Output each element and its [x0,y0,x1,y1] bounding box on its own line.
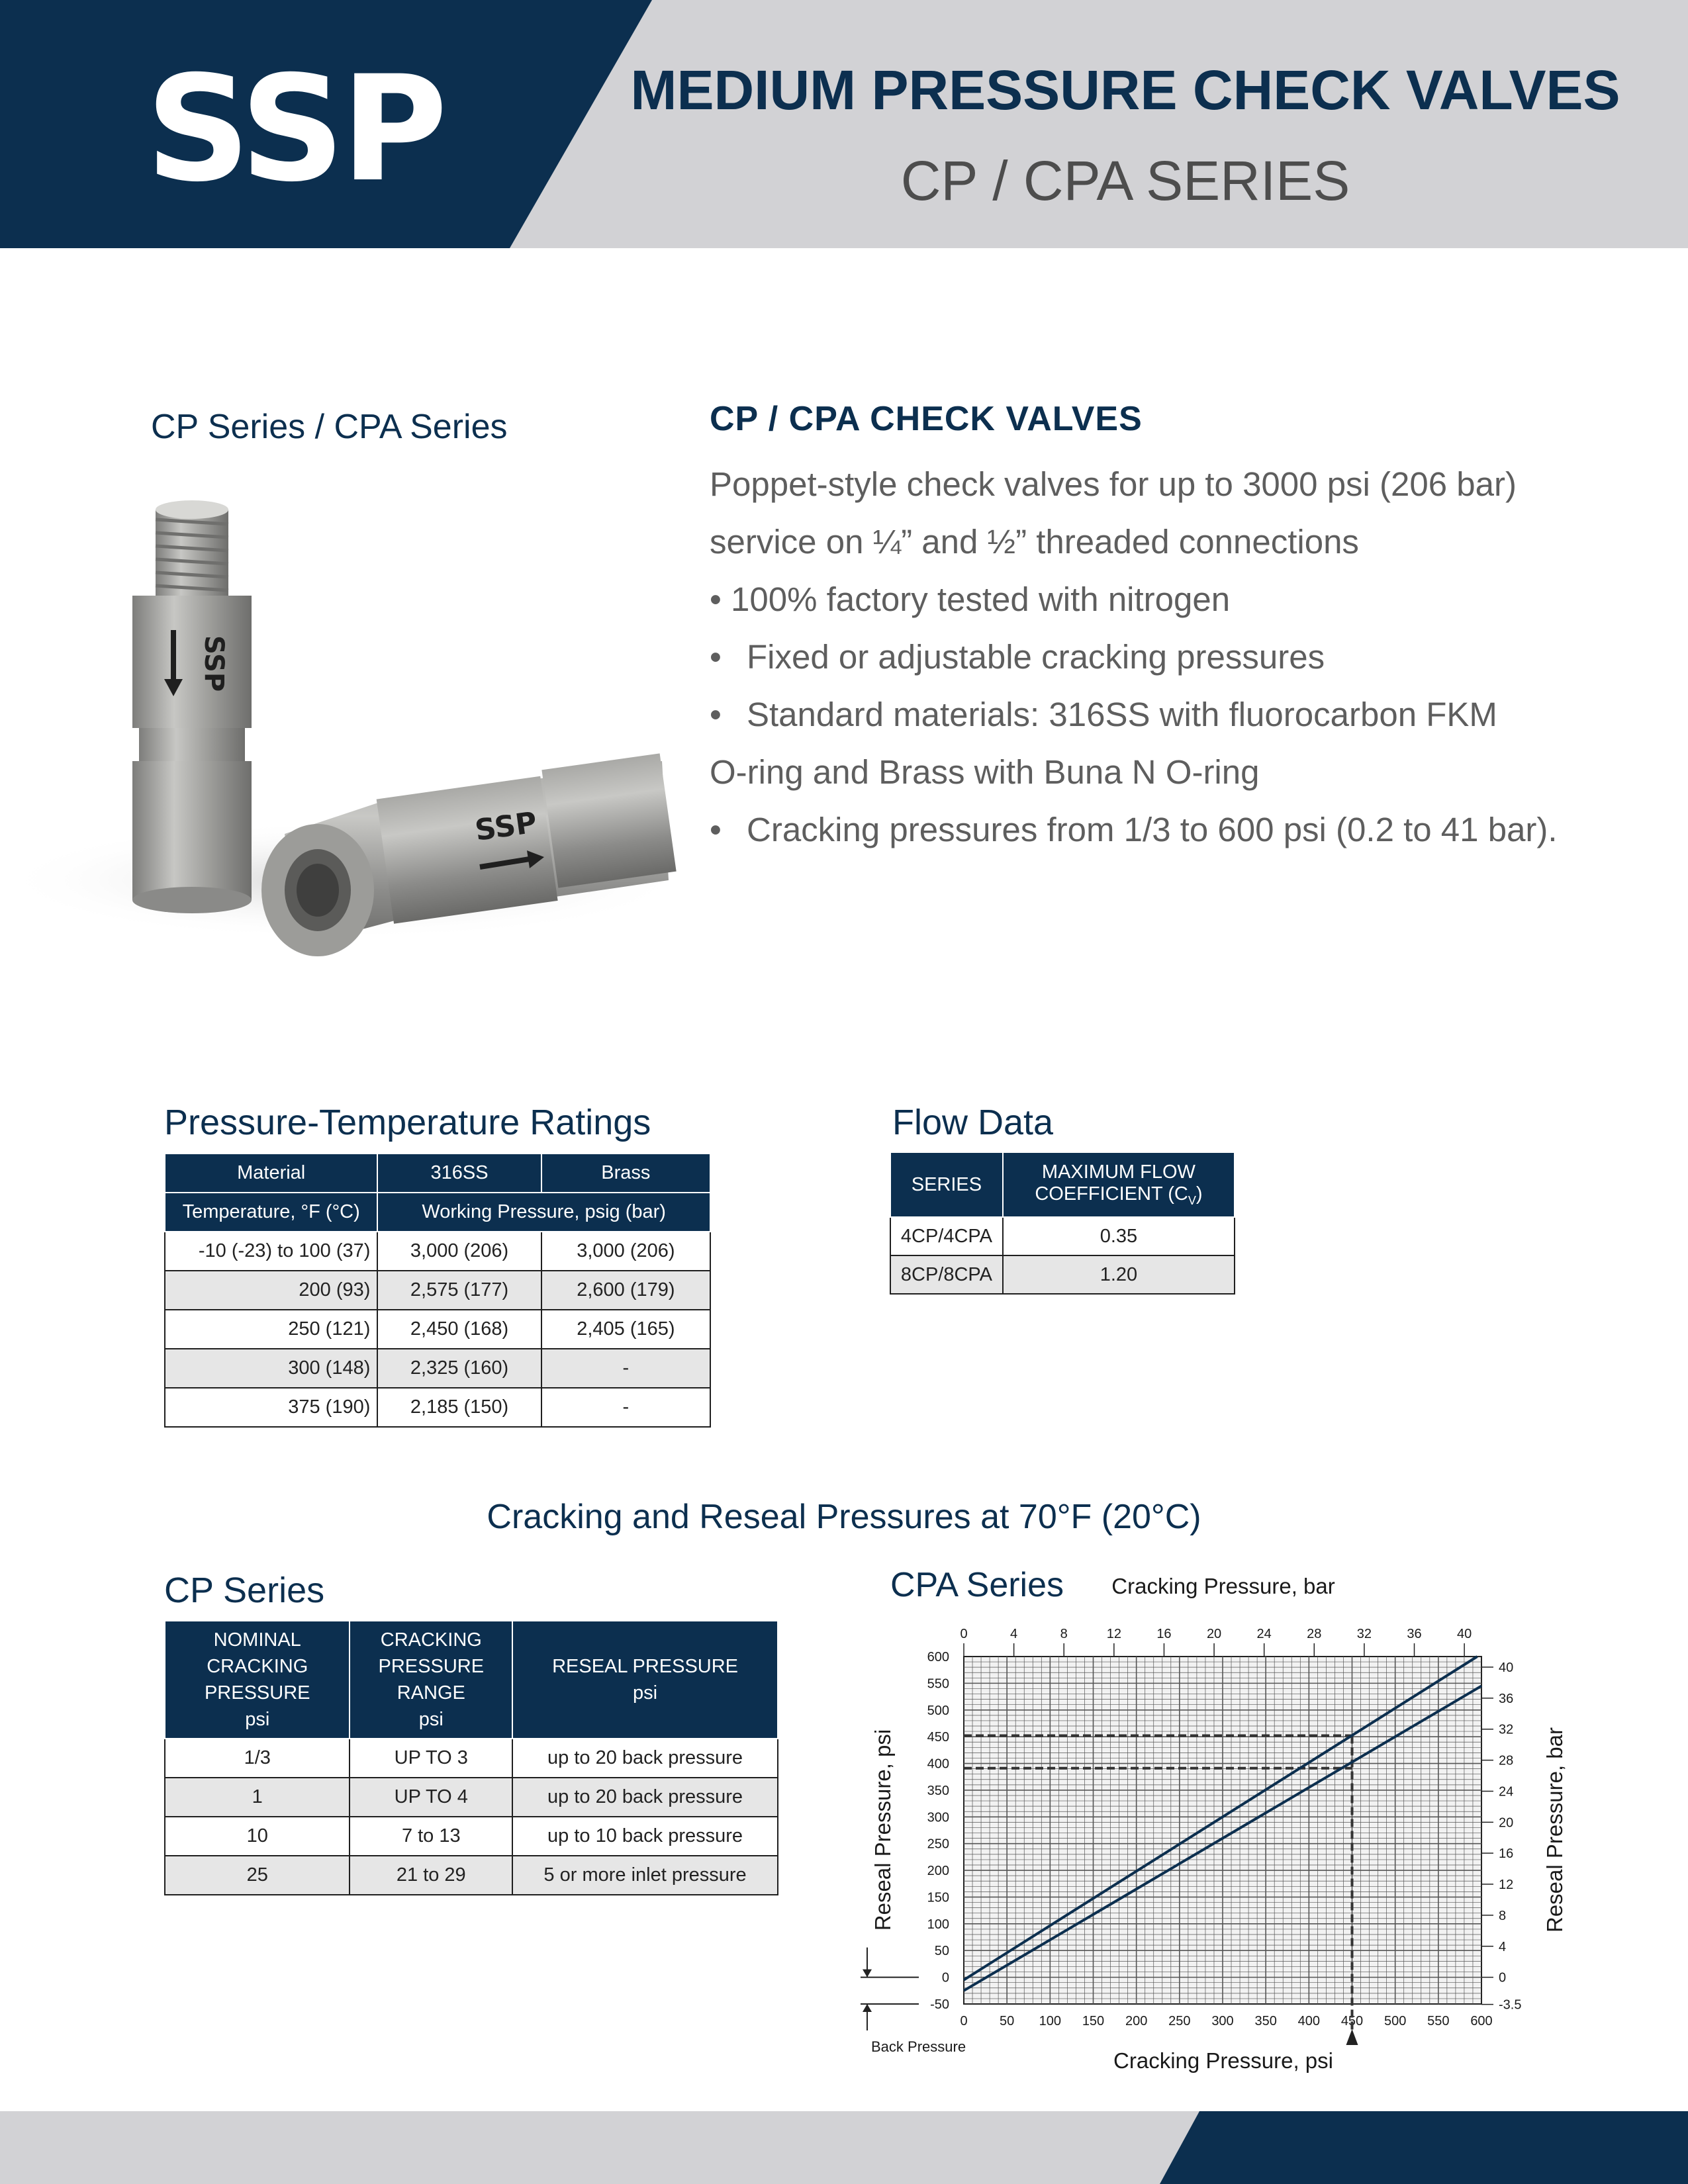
cell-316ss: 2,450 (168) [377,1310,541,1349]
bullet-item [710,686,1669,743]
cell-316ss: 2,575 (177) [377,1271,541,1310]
y-tick-label: 100 [927,1917,949,1932]
top-tick-label: 20 [1206,1627,1222,1641]
ssp-logo: SSP [146,44,444,214]
bullet-text: Fixed or adjustable cracking pressures [747,638,1325,676]
x-tick-label: 0 [960,2014,968,2028]
header-line: psi [418,1709,444,1730]
cell-nominal: 1 [165,1778,350,1817]
header-line: psi [245,1709,270,1730]
cell-temp: 200 (93) [165,1271,377,1310]
valve-engraving: SSP [199,635,229,692]
right-tick-label: 36 [1499,1691,1514,1706]
table-header-row [890,1152,1235,1217]
header-brass: Brass [541,1154,710,1193]
bullet-marker: • [710,811,722,848]
cell-nominal: 1/3 [165,1739,350,1778]
y-tick-label: 300 [927,1810,949,1825]
cpa-series-chart [841,1569,1688,2085]
header-flow-coefficient [1003,1152,1235,1217]
cracking-reseal-heading: Cracking and Reseal Pressures at 70°F (20°C) [487,1498,1201,1536]
right-tick-label: 4 [1499,1939,1507,1954]
table-row [165,1856,778,1895]
right-tick-label: 20 [1499,1815,1514,1831]
bullet-item [710,628,1669,686]
cell-316ss: 2,325 (160) [377,1349,541,1388]
table-row [165,1271,710,1310]
top-tick-label: 12 [1106,1627,1121,1641]
x-tick-label: 200 [1125,2014,1148,2028]
header-line: psi [633,1682,658,1704]
header-series: SERIES [890,1152,1003,1217]
right-tick-label: 40 [1499,1661,1514,1676]
cell-cv: 1.20 [1003,1255,1235,1294]
header-working-pressure: Working Pressure, psig (bar) [377,1193,710,1232]
intro-line-1: Poppet-style check valves for up to 3000 psi (206 bar) [710,465,1517,503]
back-pressure-arrowhead-bottom [863,2004,872,2012]
x-tick-label: 550 [1427,2014,1450,2028]
right-tick-label: 28 [1499,1753,1514,1768]
x-axis-label: Cracking Pressure, psi [1113,2048,1333,2073]
right-tick-label: 0 [1499,1970,1507,1985]
x-tick-label: 150 [1082,2014,1105,2028]
bullet-text: Standard materials: 316SS with fluorocarbon FKM [747,696,1497,733]
footer-band [0,2111,1688,2184]
reference-arrow [1346,2029,1358,2045]
table-header-row [165,1154,710,1193]
cell-reseal: 5 or more inlet pressure [512,1856,778,1895]
cell-cv: 0.35 [1003,1217,1235,1255]
cell-316ss: 3,000 (206) [377,1232,541,1271]
header-line: PRESSURE [378,1656,485,1677]
y-tick-label: 150 [927,1890,949,1905]
header-material: Material [165,1154,377,1193]
page-subtitle: CP / CPA SERIES [900,150,1350,212]
x-tick-label: 100 [1039,2014,1062,2028]
cell-nominal: 10 [165,1817,350,1856]
header-line: RESEAL PRESSURE [552,1656,739,1677]
top-tick-label: 40 [1457,1627,1472,1641]
cp-series-table [164,1620,778,1895]
y-tick-label: 50 [934,1944,949,1959]
table-row [165,1817,778,1856]
page-title: MEDIUM PRESSURE CHECK VALVES [630,59,1620,121]
right-tick-label: 24 [1499,1784,1514,1799]
x-tick-label: 250 [1168,2014,1191,2028]
valve-engraving-2: SSP [473,805,539,848]
header-cracking-range [350,1621,512,1739]
cell-reseal: up to 20 back pressure [512,1778,778,1817]
top-tick-label: 8 [1060,1627,1068,1641]
product-image-label: CP Series / CPA Series [151,408,508,446]
x-tick-label: 300 [1211,2014,1234,2028]
flow-data-table [890,1152,1235,1295]
upright-valve [132,500,252,913]
bullet-text: Cracking pressures from 1/3 to 600 psi (0.2 to 41 bar). [747,811,1558,848]
table-row [165,1232,710,1271]
cell-temp: 375 (190) [165,1388,377,1427]
table-row [165,1388,710,1427]
check-valve-product-image [0,483,728,973]
y-tick-label: -50 [930,1997,949,2012]
header-nominal-cracking [165,1621,350,1739]
intro-description [710,455,1669,858]
table-row [890,1255,1235,1294]
x-tick-label: 400 [1297,2014,1321,2028]
top-tick-label: 16 [1156,1627,1172,1641]
cell-brass: 3,000 (206) [541,1232,710,1271]
bullet-item [710,801,1669,858]
pt-ratings-title: Pressure-Temperature Ratings [164,1103,651,1142]
intro-title: CP / CPA CHECK VALVES [710,400,1143,438]
top-axis-label: Cracking Pressure, bar [1111,1574,1335,1598]
cell-brass: - [541,1388,710,1427]
top-tick-label: 0 [960,1627,968,1641]
bullet-item [710,570,1669,628]
flow-data-title: Flow Data [892,1103,1054,1142]
y-tick-label: 250 [927,1837,949,1852]
table-header-row [165,1193,710,1232]
bullet-text-continued: O-ring and Brass with Buna N O-ring [710,753,1260,791]
header-line: NOMINAL [213,1629,301,1651]
intro-line-2: service on ¼” and ½” threaded connections [710,523,1359,561]
header-line: PRESSURE [204,1682,310,1704]
header-temperature: Temperature, °F (°C) [165,1193,377,1232]
bullet-text: 100% factory tested with nitrogen [731,580,1231,618]
top-tick-label: 4 [1010,1627,1018,1641]
header-line: CRACKING [380,1629,482,1651]
top-tick-label: 32 [1356,1627,1372,1641]
cell-brass: - [541,1349,710,1388]
right-tick-label: 12 [1499,1878,1514,1893]
cell-series: 8CP/8CPA [890,1255,1003,1294]
header-cv-close: ) [1196,1183,1203,1205]
header-cv-subscript: V [1188,1193,1196,1207]
cp-series-title: CP Series [164,1570,325,1610]
back-pressure-label: Back Pressure [871,2038,966,2055]
right-tick-label: 8 [1499,1908,1507,1923]
cell-316ss: 2,185 (150) [377,1388,541,1427]
right-tick-label: 32 [1499,1722,1514,1737]
x-tick-label: 600 [1470,2014,1493,2028]
header-line: RANGE [397,1682,465,1704]
cell-temp: -10 (-23) to 100 (37) [165,1232,377,1271]
cell-range: UP TO 4 [350,1778,512,1817]
cell-series: 4CP/4CPA [890,1217,1003,1255]
back-pressure-arrowhead-top [863,1970,872,1978]
header-316ss: 316SS [377,1154,541,1193]
cell-nominal: 25 [165,1856,350,1895]
cell-temp: 300 (148) [165,1349,377,1388]
table-row [165,1349,710,1388]
header-reseal-pressure [512,1621,778,1739]
table-row [165,1778,778,1817]
top-tick-label: 28 [1307,1627,1322,1641]
cell-brass: 2,600 (179) [541,1271,710,1310]
right-axis-label: Reseal Pressure, bar [1542,1727,1567,1933]
cell-reseal: up to 10 back pressure [512,1817,778,1856]
bullet-marker: • [710,638,722,676]
table-row [890,1217,1235,1255]
top-tick-label: 36 [1407,1627,1422,1641]
cell-range: 21 to 29 [350,1856,512,1895]
y-tick-label: 450 [927,1730,949,1745]
header-cv-line-2: COEFFICIENT (C [1035,1183,1188,1205]
pressure-temperature-table [164,1153,711,1428]
header-cv-line-1: MAXIMUM FLOW [1041,1161,1196,1183]
table-row [165,1310,710,1349]
table-row [165,1739,778,1778]
cell-reseal: up to 20 back pressure [512,1739,778,1778]
bullet-marker: • [710,696,722,733]
x-tick-label: 50 [1000,2014,1015,2028]
y-tick-label: 200 [927,1864,949,1879]
y-axis-label: Reseal Pressure, psi [870,1729,895,1931]
cell-brass: 2,405 (165) [541,1310,710,1349]
right-tick-label: 16 [1499,1846,1514,1862]
y-tick-label: 600 [927,1650,949,1664]
x-tick-label: 450 [1340,2014,1364,2028]
y-tick-label: 500 [927,1703,949,1718]
chart-title: CPA Series [890,1569,1064,1604]
cell-range: 7 to 13 [350,1817,512,1856]
y-tick-label: 0 [941,1970,949,1985]
y-tick-label: 400 [927,1756,949,1772]
right-tick-label: -3.5 [1499,1997,1522,2013]
header-line: CRACKING [207,1656,308,1677]
y-tick-label: 350 [927,1783,949,1798]
cell-temp: 250 (121) [165,1310,377,1349]
top-tick-label: 24 [1256,1627,1272,1641]
table-header-row [165,1621,778,1739]
x-tick-label: 350 [1254,2014,1277,2028]
x-tick-label: 500 [1383,2014,1407,2028]
y-tick-label: 550 [927,1676,949,1692]
bullet-marker: • [710,580,722,618]
cell-range: UP TO 3 [350,1739,512,1778]
